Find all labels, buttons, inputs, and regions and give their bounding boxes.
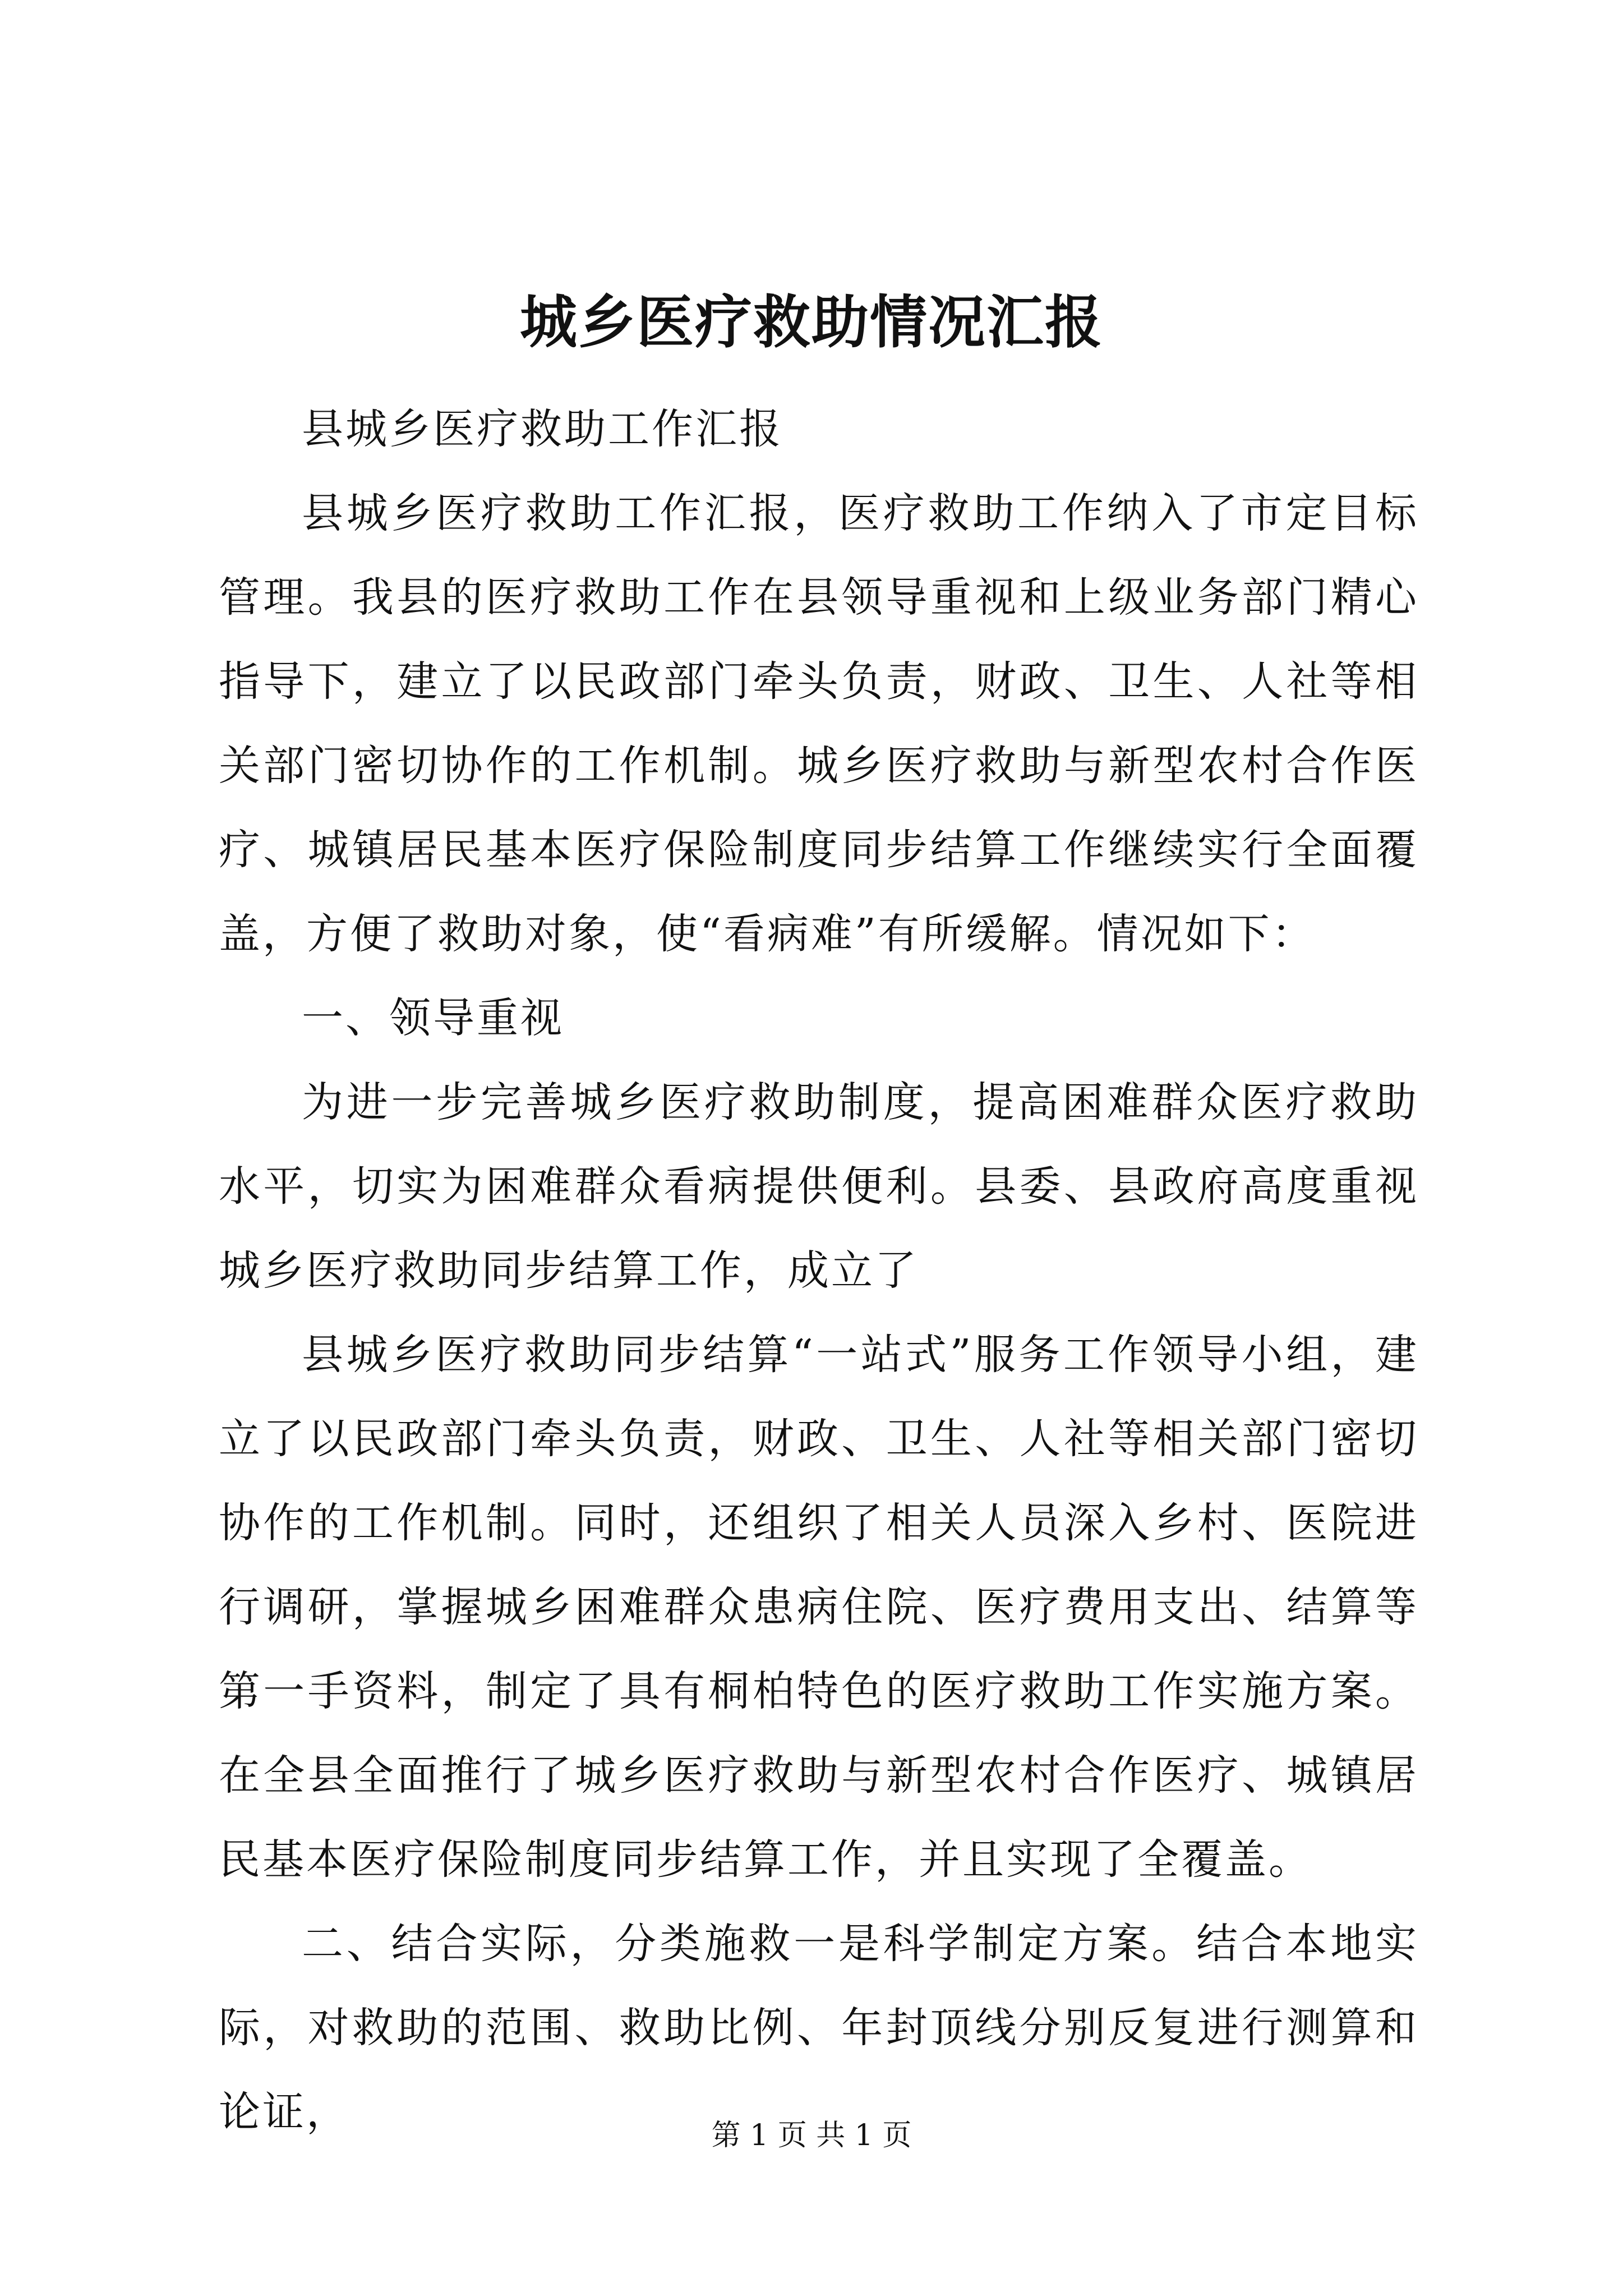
paragraph-leadership: 为进一步完善城乡医疗救助制度，提高困难群众医疗救助水平，切实为困难群众看病提供便利。县委、县政府高度重视城乡医疗救助同步结算工作，成立了 [219,1078,1419,1295]
page-footer: 第 1 页 共 1 页 [711,2119,912,2152]
paragraph-leading-group: 县城乡医疗救助同步结算“一站式”服务工作领导小组，建立了以民政部门牵头负责，财政、卫生、人社等相关部门密切协作的工作机制。同时，还组织了相关人员深入乡村、医院进行调研，掌握城乡困难群众患病住院、医疗费用支出、结算等第一手资料，制定了具有桐柏特色的医疗救助工作实施方案。在全县全面推行了城乡医疗救助与新型农村合作医疗、城镇居民基本医疗保险制度同步结算工作，并且实现了全覆盖。 [219,1331,1419,1884]
paragraph-classified-relief: 二、结合实际，分类施救一是科学制定方案。结合本地实际，对救助的范围、救助比例、年封顶线分别反复进行测算和论证， [219,1920,1419,2136]
paragraph-intro: 县城乡医疗救助工作汇报，医疗救助工作纳入了市定目标管理。我县的医疗救助工作在县领导重视和上级业务部门精心指导下，建立了以民政部门牵头负责，财政、卫生、人社等相关部门密切协作的工作机制。城乡医疗救助与新型农村合作医疗、城镇居民基本医疗保险制度同步结算工作继续实行全面覆盖，方便了救助对象，使“看病难”有所缓解。情况如下： [219,489,1419,958]
page-title: 城乡医疗救助情况汇报 [520,289,1103,356]
paragraph-subtitle: 县城乡医疗救助工作汇报 [302,405,783,453]
section-heading-leadership: 一、领导重视 [302,994,564,1042]
document-body [219,387,1419,2154]
